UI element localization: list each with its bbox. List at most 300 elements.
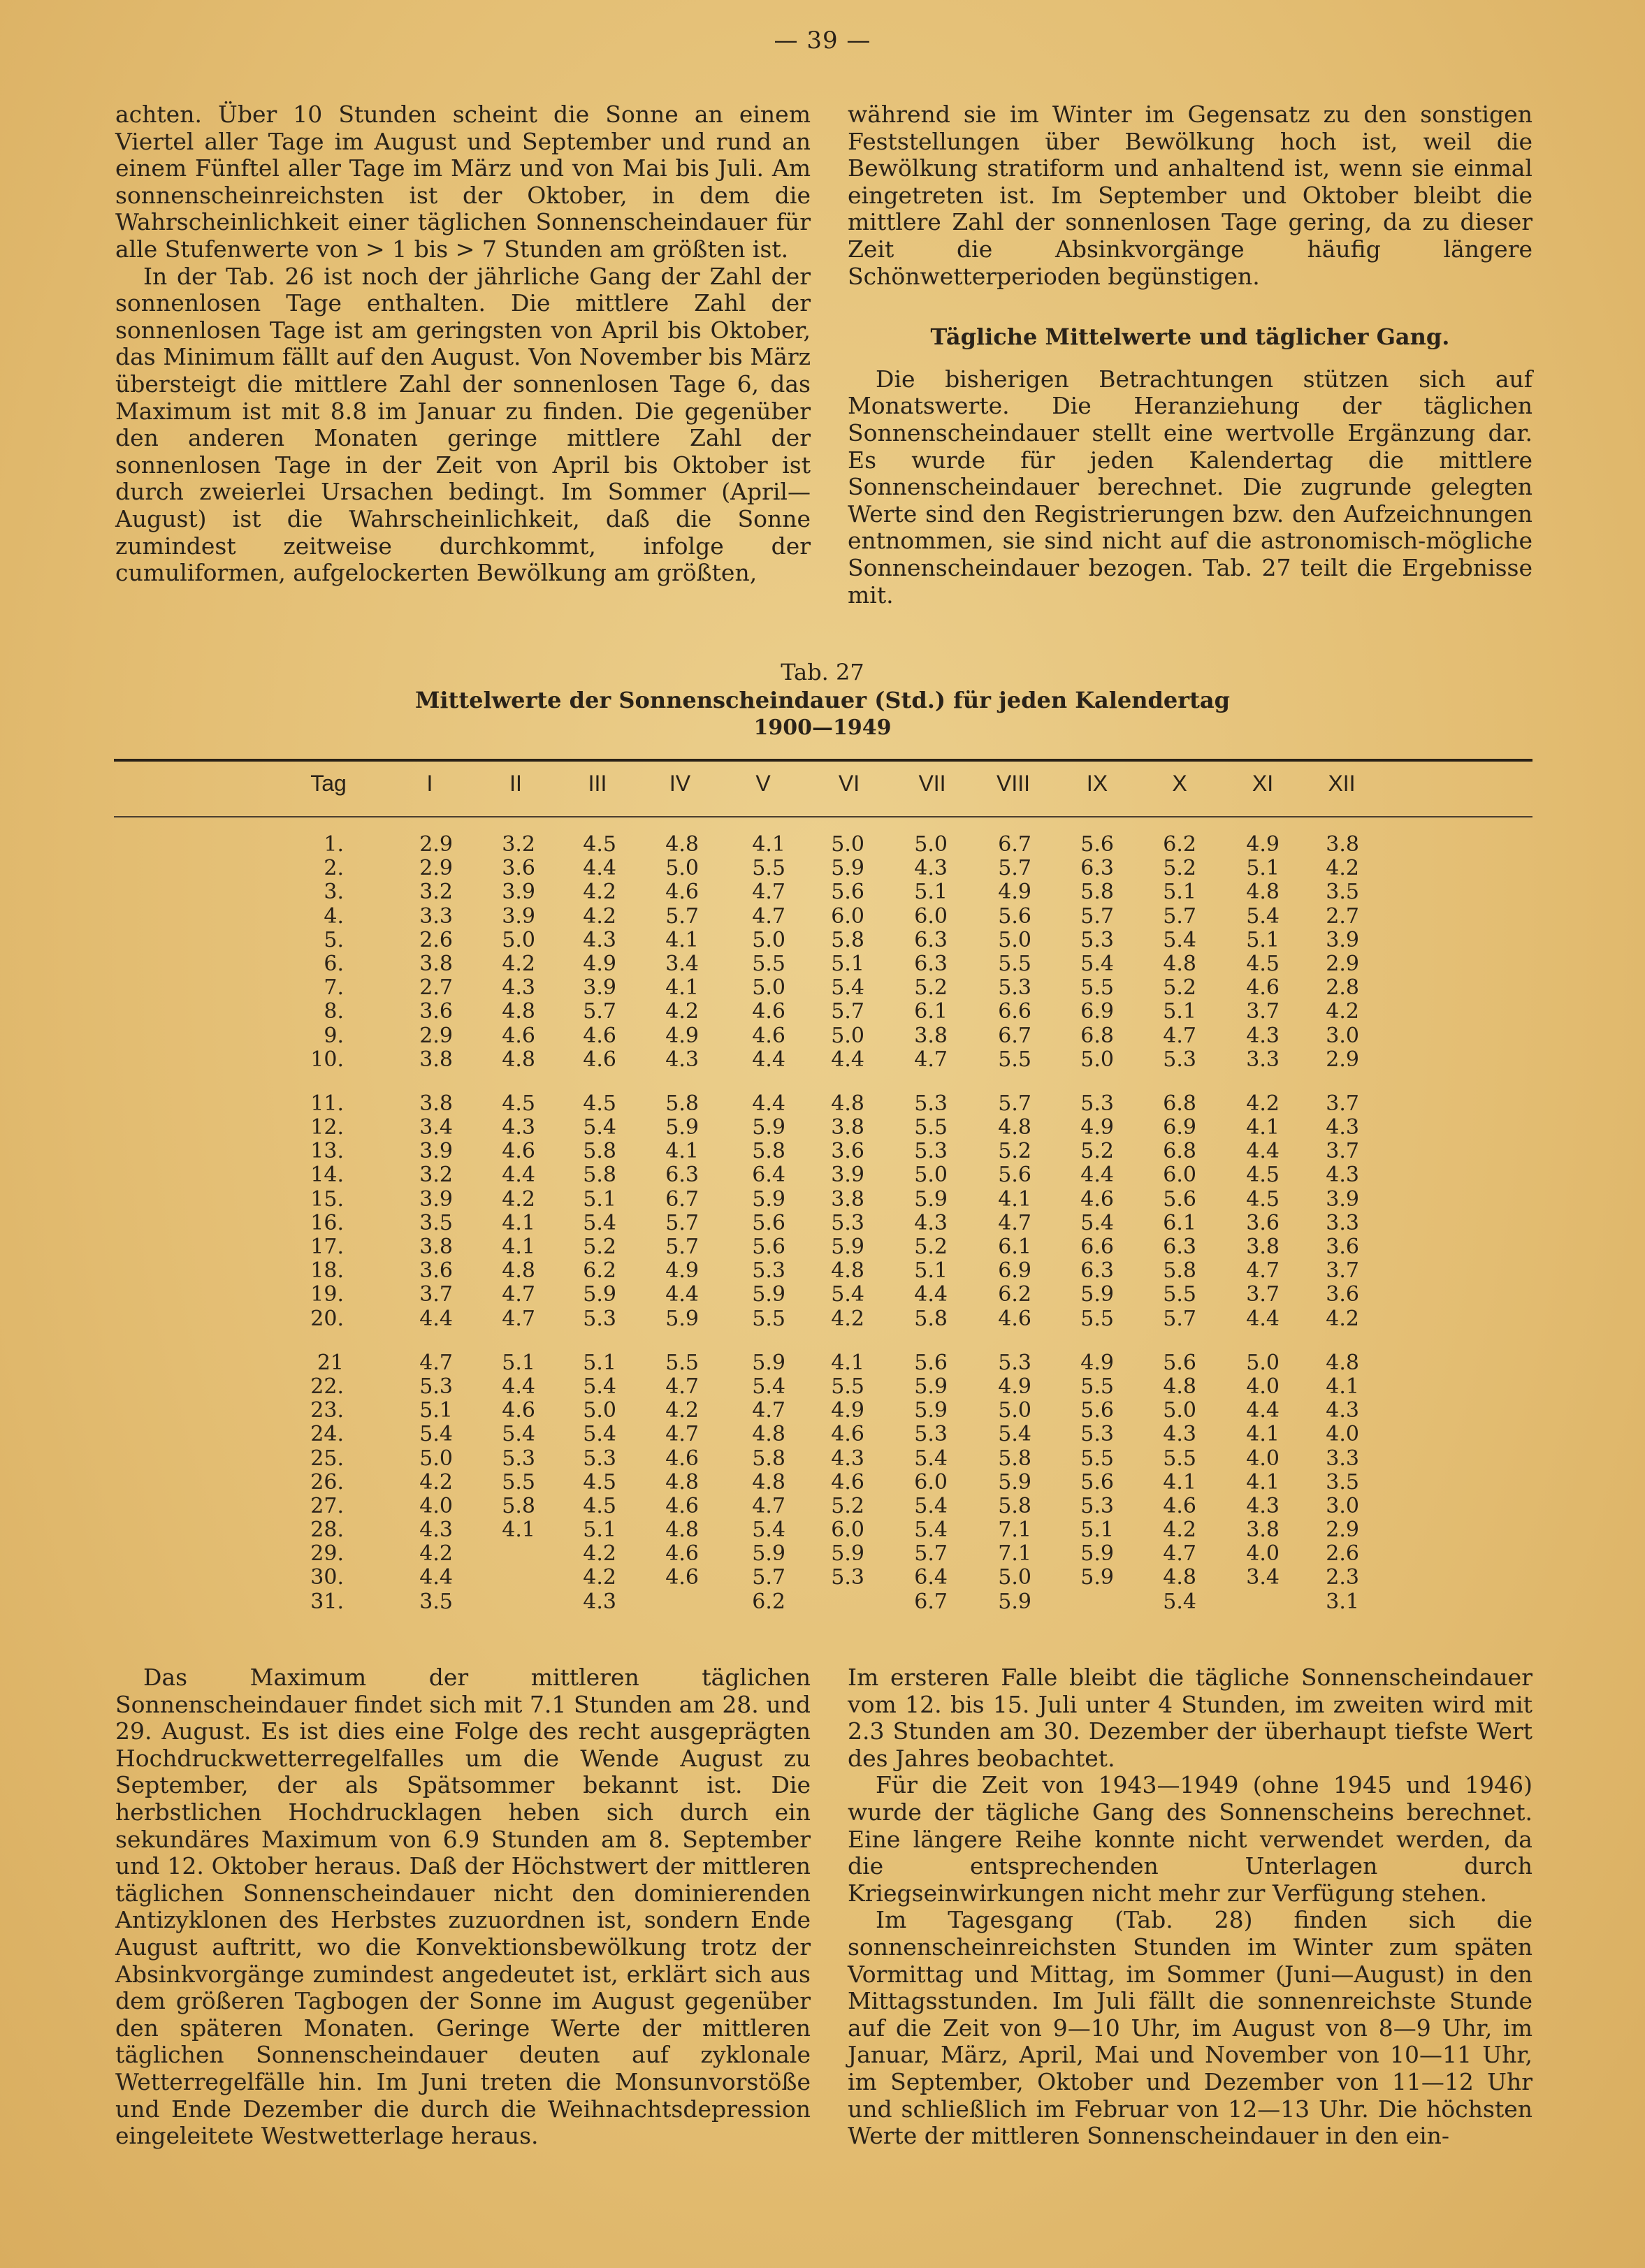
value-cell: 4.6 [583, 1047, 616, 1072]
value-cell: 4.4 [1246, 1306, 1280, 1331]
value-cell: 5.7 [914, 1541, 948, 1566]
value-cell: 5.3 [1080, 1493, 1114, 1518]
value-cell: 4.6 [665, 1446, 699, 1471]
value-cell: 6.3 [1080, 856, 1114, 881]
value-cell: 4.4 [419, 1306, 453, 1331]
value-cell: 4.8 [665, 832, 699, 857]
value-cell: 4.2 [583, 1565, 616, 1590]
value-cell: 5.3 [998, 1350, 1031, 1375]
value-cell: 3.6 [831, 1139, 864, 1164]
paragraph: In der Tab. 26 ist noch der jährliche Gang der Zahl der sonnenlosen Tage enthalten. Die mittlere Zahl der sonnenlosen Tage ist am geringsten von April bis Oktober, das Minimum fällt auf den August. Von November bis März übersteigt die mittlere Zahl der sonnenlosen Tage 6, das Maximum ist mit 8.8 im Januar zu finden. Die gegenüber den anderen Monaten geringe mittlere Zahl der sonnenlosen Tage in der Zeit von April bis Oktober ist durch zweierlei Ursachen bedingt. Im Sommer (April—August) ist die Wahrscheinlichkeit, daß die Sonne zumindest zeitweise durchkommt, infolge der cumuliformen, aufgelockerten Bewölkung am größten, [115, 262, 811, 587]
value-cell: 4.3 [583, 1589, 616, 1614]
day-cell: 17. [310, 1235, 344, 1259]
day-cell: 2. [324, 856, 344, 881]
header-cell: IV [669, 771, 691, 796]
header-cell: III [588, 771, 607, 796]
value-cell: 5.5 [998, 1047, 1031, 1072]
value-cell: 5.0 [998, 1565, 1031, 1590]
value-cell: 4.8 [502, 1047, 535, 1072]
day-cell: 16. [310, 1210, 344, 1235]
value-cell: 4.2 [583, 880, 616, 905]
value-cell: 5.5 [1080, 1374, 1114, 1399]
day-cell: 9. [324, 1023, 344, 1048]
table-row [0, 1024, 1645, 1048]
table-row [0, 1092, 1645, 1116]
value-cell: 3.8 [419, 951, 453, 976]
table-row [0, 1140, 1645, 1163]
value-cell: 3.5 [419, 1589, 453, 1614]
value-cell: 5.1 [914, 1258, 948, 1284]
day-cell: 1. [324, 832, 344, 857]
value-cell: 6.3 [1163, 1235, 1196, 1259]
day-cell: 6. [324, 951, 344, 976]
value-cell: 5.9 [831, 1541, 864, 1566]
value-cell: 5.3 [1080, 1422, 1114, 1447]
value-cell: 5.3 [998, 975, 1031, 1001]
value-cell: 5.3 [583, 1306, 616, 1331]
value-cell: 6.0 [831, 1518, 864, 1543]
value-cell: 5.6 [831, 880, 864, 905]
value-cell: 2.9 [419, 832, 453, 857]
value-cell: 4.7 [419, 1350, 453, 1375]
value-cell: 2.7 [419, 975, 453, 1001]
day-cell: 20. [310, 1306, 344, 1331]
value-cell: 3.3 [1326, 1210, 1359, 1235]
value-cell: 6.7 [665, 1186, 699, 1212]
value-cell: 5.0 [831, 832, 864, 857]
value-cell: 4.1 [752, 832, 785, 857]
header-cell: VI [838, 771, 860, 796]
day-cell: 23. [310, 1398, 344, 1423]
table-row [0, 1375, 1645, 1399]
day-cell: 25. [310, 1446, 344, 1471]
value-cell: 5.4 [583, 1115, 616, 1140]
value-cell: 5.5 [1080, 975, 1114, 1001]
value-cell: 6.3 [914, 951, 948, 976]
value-cell: 5.9 [914, 1374, 948, 1399]
value-cell: 4.7 [752, 1398, 785, 1423]
value-cell: 5.6 [1080, 1398, 1114, 1423]
paragraph: achten. Über 10 Stunden scheint die Sonne an einem Viertel aller Tage im August und September und rund an einem Fünftel aller Tage im März und von Mai bis Juli. Am sonnenscheinreichsten ist der Oktober, in dem die Wahrscheinlichkeit einer täglichen Sonnenscheindauer für alle Stufenwerte von > 1 bis > 7 Stunden am größten ist. [115, 101, 811, 263]
value-cell: 3.2 [419, 1163, 453, 1188]
day-cell: 18. [310, 1258, 344, 1284]
value-cell: 5.0 [752, 927, 785, 952]
value-cell: 5.9 [752, 1541, 785, 1566]
value-cell: 4.6 [752, 999, 785, 1024]
table-row [0, 857, 1645, 880]
value-cell: 4.6 [831, 1469, 864, 1495]
value-cell: 4.6 [665, 1541, 699, 1566]
value-cell: 5.5 [1080, 1446, 1114, 1471]
value-cell: 6.2 [583, 1258, 616, 1284]
table-row [0, 880, 1645, 904]
value-cell: 5.4 [831, 975, 864, 1001]
value-cell: 5.4 [419, 1422, 453, 1447]
value-cell: 4.3 [419, 1518, 453, 1543]
value-cell: 5.4 [1163, 927, 1196, 952]
value-cell: 5.1 [583, 1350, 616, 1375]
value-cell: 3.9 [502, 903, 535, 929]
value-cell: 4.6 [1080, 1186, 1114, 1212]
paragraph: Für die Zeit von 1943—1949 (ohne 1945 und 1946) wurde der tägliche Gang des Sonnenscheins berechnet. Eine längere Reihe konnte nicht verwendet werden, da die entsprechenden Unterlagen durch Kriegseinwirkungen nicht mehr zur Verfügung stehen. [848, 1771, 1532, 1907]
value-cell: 4.0 [1326, 1422, 1359, 1447]
value-cell: 3.4 [419, 1115, 453, 1140]
value-cell: 5.4 [1163, 1589, 1196, 1614]
value-cell: 5.4 [914, 1518, 948, 1543]
value-cell: 4.8 [1163, 951, 1196, 976]
value-cell: 4.1 [665, 975, 699, 1001]
day-cell: 21 [317, 1350, 344, 1375]
value-cell: 6.0 [914, 903, 948, 929]
table-caption-block [0, 658, 1645, 742]
value-cell: 5.7 [665, 1210, 699, 1235]
value-cell: 4.1 [1326, 1374, 1359, 1399]
value-cell: 4.3 [583, 927, 616, 952]
day-cell: 14. [310, 1163, 344, 1188]
value-cell: 5.0 [752, 975, 785, 1001]
value-cell: 3.8 [419, 1091, 453, 1116]
table-row [0, 1423, 1645, 1446]
value-cell: 3.3 [1246, 1047, 1280, 1072]
value-cell: 2.7 [1326, 903, 1359, 929]
value-cell: 5.1 [1246, 927, 1280, 952]
value-cell: 4.8 [1163, 1374, 1196, 1399]
value-cell: 4.3 [914, 856, 948, 881]
value-cell: 3.1 [1326, 1589, 1359, 1614]
value-cell: 4.2 [1326, 999, 1359, 1024]
value-cell: 4.8 [831, 1091, 864, 1116]
value-cell: 3.7 [1326, 1258, 1359, 1284]
value-cell: 6.2 [752, 1589, 785, 1614]
value-cell: 5.9 [583, 1282, 616, 1307]
day-cell: 29. [310, 1541, 344, 1566]
value-cell: 5.8 [752, 1446, 785, 1471]
value-cell: 5.8 [665, 1091, 699, 1116]
value-cell: 5.0 [831, 1023, 864, 1048]
header-cell: VIII [996, 771, 1030, 796]
value-cell: 5.5 [752, 856, 785, 881]
table-row [0, 1495, 1645, 1518]
value-cell: 4.7 [752, 903, 785, 929]
value-cell: 5.2 [914, 975, 948, 1001]
value-cell: 5.9 [831, 856, 864, 881]
value-cell: 3.0 [1326, 1023, 1359, 1048]
day-cell: 24. [310, 1422, 344, 1447]
value-cell: 6.2 [1163, 832, 1196, 857]
value-cell: 4.2 [1326, 1306, 1359, 1331]
value-cell: 6.3 [665, 1163, 699, 1188]
value-cell: 5.2 [1080, 1139, 1114, 1164]
value-cell: 4.0 [1246, 1541, 1280, 1566]
value-cell: 5.6 [914, 1350, 948, 1375]
value-cell: 4.4 [831, 1047, 864, 1072]
value-cell: 3.9 [502, 880, 535, 905]
table-row [0, 1542, 1645, 1566]
table-row [0, 1471, 1645, 1495]
value-cell: 4.7 [1163, 1023, 1196, 1048]
value-cell: 4.2 [583, 1541, 616, 1566]
value-cell: 6.2 [998, 1282, 1031, 1307]
value-cell: 4.5 [1246, 1163, 1280, 1188]
value-cell: 3.6 [419, 1258, 453, 1284]
value-cell: 5.1 [583, 1186, 616, 1212]
paragraph: Im ersteren Falle bleibt die tägliche Sonnenscheindauer vom 12. bis 15. Juli unter 4 Stunden, im zweiten wird mit 2.3 Stunden am 30. Dezember der überhaupt tiefste Wert des Jahres beobachtet. [848, 1664, 1532, 1772]
value-cell: 4.1 [665, 1139, 699, 1164]
header-cell: V [755, 771, 771, 796]
table-top-rule [114, 759, 1532, 762]
value-cell: 4.2 [665, 999, 699, 1024]
value-cell: 5.9 [831, 1235, 864, 1259]
value-cell: 5.1 [1163, 999, 1196, 1024]
value-cell: 4.8 [752, 1469, 785, 1495]
value-cell: 4.4 [752, 1091, 785, 1116]
value-cell: 6.3 [914, 927, 948, 952]
header-cell: IX [1086, 771, 1108, 796]
value-cell: 3.6 [1326, 1282, 1359, 1307]
value-cell: 5.3 [1163, 1047, 1196, 1072]
table-row [0, 1212, 1645, 1235]
value-cell: 5.5 [831, 1374, 864, 1399]
value-cell: 4.4 [665, 1282, 699, 1307]
value-cell: 3.6 [419, 999, 453, 1024]
value-cell: 4.7 [752, 880, 785, 905]
value-cell: 4.0 [1246, 1374, 1280, 1399]
value-cell: 5.8 [914, 1306, 948, 1331]
bottom-right-column [848, 1664, 1532, 2150]
value-cell: 4.0 [419, 1493, 453, 1518]
value-cell: 5.7 [831, 999, 864, 1024]
value-cell: 7.1 [998, 1518, 1031, 1543]
data-table [0, 833, 1645, 1614]
value-cell: 5.7 [665, 1235, 699, 1259]
value-cell: 4.6 [665, 1493, 699, 1518]
value-cell: 5.7 [998, 856, 1031, 881]
value-cell: 6.9 [1080, 999, 1114, 1024]
value-cell: 3.9 [419, 1186, 453, 1212]
value-cell: 6.9 [998, 1258, 1031, 1284]
value-cell: 4.3 [1326, 1163, 1359, 1188]
value-cell: 5.4 [831, 1282, 864, 1307]
top-right-column [848, 101, 1532, 609]
value-cell: 5.0 [665, 856, 699, 881]
value-cell: 3.8 [1246, 1518, 1280, 1543]
value-cell: 5.9 [1080, 1541, 1114, 1566]
paragraph: während sie im Winter im Gegensatz zu den sonstigen Feststellungen über Bewölkung hoch ist, weil die Bewölkung stratiform und anhaltend ist, wenn sie einmal eingetreten ist. Im September und Oktober bleibt die mittlere Zahl der sonnenlosen Tage gering, da zu dieser Zeit die Absinkvorgänge häufig längere Schönwetterperioden begünstigen. [848, 101, 1532, 290]
value-cell: 5.0 [914, 832, 948, 857]
value-cell: 5.3 [1080, 927, 1114, 952]
value-cell: 2.9 [1326, 951, 1359, 976]
value-cell: 4.3 [665, 1047, 699, 1072]
value-cell: 5.8 [998, 1446, 1031, 1471]
day-cell: 31. [310, 1589, 344, 1614]
value-cell: 4.1 [502, 1518, 535, 1543]
value-cell: 5.5 [752, 951, 785, 976]
value-cell: 4.6 [583, 1023, 616, 1048]
value-cell: 4.6 [752, 1023, 785, 1048]
value-cell: 6.8 [1163, 1139, 1196, 1164]
paragraph: Die bisherigen Betrachtungen stützen sich auf Monatswerte. Die Heranziehung der täglichen Sonnenscheindauer stellt eine wertvolle Ergänzung dar. Es wurde für jeden Kalendertag die mittlere Sonnenscheindauer berechnet. Die zugrunde gelegten Werte sind den Registrierungen bzw. den Aufzeichnungen entnommen, sie sind nicht auf die astronomisch-mögliche Sonnenscheindauer bezogen. Tab. 27 teilt die Ergebnisse mit. [848, 365, 1532, 609]
value-cell: 5.6 [1080, 832, 1114, 857]
value-cell: 4.9 [1080, 1115, 1114, 1140]
table-row [0, 976, 1645, 1000]
value-cell: 5.2 [1163, 856, 1196, 881]
value-cell: 4.6 [1246, 975, 1280, 1001]
value-cell: 4.4 [502, 1374, 535, 1399]
value-cell: 5.8 [1163, 1258, 1196, 1284]
value-cell: 4.5 [1246, 1186, 1280, 1212]
table-row [0, 1235, 1645, 1259]
value-cell: 3.7 [1246, 999, 1280, 1024]
value-cell: 3.9 [1326, 1186, 1359, 1212]
value-cell: 4.6 [665, 880, 699, 905]
value-cell: 4.1 [1246, 1422, 1280, 1447]
value-cell: 6.8 [1080, 1023, 1114, 1048]
value-cell: 4.1 [1246, 1115, 1280, 1140]
header-cell: X [1172, 771, 1187, 796]
value-cell: 4.0 [1246, 1446, 1280, 1471]
value-cell: 3.3 [1326, 1446, 1359, 1471]
value-cell: 6.0 [1163, 1163, 1196, 1188]
value-cell: 3.6 [1246, 1210, 1280, 1235]
value-cell: 4.6 [998, 1306, 1031, 1331]
value-cell: 5.4 [752, 1374, 785, 1399]
value-cell: 4.8 [752, 1422, 785, 1447]
value-cell: 3.4 [1246, 1565, 1280, 1590]
value-cell: 4.6 [831, 1422, 864, 1447]
value-cell: 4.1 [831, 1350, 864, 1375]
value-cell: 5.4 [752, 1518, 785, 1543]
table-row [0, 1399, 1645, 1423]
value-cell: 4.1 [502, 1235, 535, 1259]
value-cell: 5.3 [831, 1210, 864, 1235]
value-cell: 4.5 [583, 1091, 616, 1116]
value-cell: 5.3 [914, 1422, 948, 1447]
value-cell: 7.1 [998, 1541, 1031, 1566]
table-header-rule [114, 816, 1532, 817]
value-cell: 4.7 [502, 1282, 535, 1307]
day-cell: 27. [310, 1493, 344, 1518]
value-cell: 4.1 [998, 1186, 1031, 1212]
value-cell: 5.8 [831, 927, 864, 952]
value-cell: 5.4 [1080, 1210, 1114, 1235]
value-cell: 2.9 [419, 856, 453, 881]
value-cell: 4.9 [1246, 832, 1280, 857]
value-cell: 5.1 [1163, 880, 1196, 905]
value-cell: 5.0 [583, 1398, 616, 1423]
value-cell: 4.2 [502, 1186, 535, 1212]
value-cell: 4.7 [998, 1210, 1031, 1235]
value-cell: 5.8 [502, 1493, 535, 1518]
value-cell: 5.9 [752, 1115, 785, 1140]
value-cell: 5.7 [583, 999, 616, 1024]
value-cell: 5.9 [665, 1115, 699, 1140]
value-cell: 3.6 [502, 856, 535, 881]
value-cell: 5.6 [752, 1210, 785, 1235]
value-cell: 6.4 [914, 1565, 948, 1590]
day-cell: 26. [310, 1469, 344, 1495]
value-cell: 5.2 [1163, 975, 1196, 1001]
value-cell: 5.3 [419, 1374, 453, 1399]
value-cell: 3.2 [419, 880, 453, 905]
header-cell: II [509, 771, 522, 796]
value-cell: 4.9 [665, 1258, 699, 1284]
value-cell: 4.9 [1080, 1350, 1114, 1375]
value-cell: 2.9 [1326, 1518, 1359, 1543]
value-cell: 4.8 [665, 1469, 699, 1495]
value-cell: 5.9 [752, 1350, 785, 1375]
value-cell: 4.3 [831, 1446, 864, 1471]
value-cell: 5.5 [752, 1306, 785, 1331]
value-cell: 4.5 [583, 1493, 616, 1518]
value-cell: 4.3 [1326, 1115, 1359, 1140]
value-cell: 5.3 [914, 1091, 948, 1116]
value-cell: 3.3 [419, 903, 453, 929]
day-cell: 7. [324, 975, 344, 1001]
value-cell: 5.8 [583, 1163, 616, 1188]
value-cell: 4.2 [665, 1398, 699, 1423]
value-cell: 5.0 [1163, 1398, 1196, 1423]
day-cell: 12. [310, 1115, 344, 1140]
value-cell: 5.5 [1163, 1446, 1196, 1471]
value-cell: 5.9 [1080, 1565, 1114, 1590]
value-cell: 4.2 [1163, 1518, 1196, 1543]
value-cell: 5.6 [1163, 1350, 1196, 1375]
value-cell: 2.9 [419, 1023, 453, 1048]
value-cell: 5.7 [752, 1565, 785, 1590]
value-cell: 4.3 [1326, 1398, 1359, 1423]
value-cell: 5.2 [998, 1139, 1031, 1164]
paragraph: Im Tagesgang (Tab. 28) finden sich die sonnenscheinreichsten Stunden im Winter zum späten Vormittag und Mittag, im Sommer (Juni—August) in den Mittagsstunden. Im Juli fällt die sonnenreichste Stunde auf die Zeit von 9—10 Uhr, im August von 8—9 Uhr, im Januar, März, April, Mai und November von 10—11 Uhr, im September, Oktober und Dezember von 11—12 Uhr und schließlich im Februar von 12—13 Uhr. Die höchsten Werte der mittleren Sonnenscheindauer in den ein- [848, 1906, 1532, 2150]
value-cell: 3.8 [914, 1023, 948, 1048]
value-cell: 4.7 [1246, 1258, 1280, 1284]
value-cell: 5.3 [752, 1258, 785, 1284]
value-cell: 4.8 [1326, 1350, 1359, 1375]
table-row [0, 1351, 1645, 1375]
value-cell: 4.4 [419, 1565, 453, 1590]
value-cell: 4.7 [914, 1047, 948, 1072]
value-cell: 4.7 [665, 1422, 699, 1447]
value-cell: 5.8 [752, 1139, 785, 1164]
value-cell: 5.5 [665, 1350, 699, 1375]
value-cell: 2.6 [1326, 1541, 1359, 1566]
value-cell: 6.4 [752, 1163, 785, 1188]
value-cell: 5.5 [998, 951, 1031, 976]
value-cell: 3.7 [1326, 1091, 1359, 1116]
value-cell: 3.7 [1246, 1282, 1280, 1307]
day-cell: 4. [324, 903, 344, 929]
day-cell: 11. [310, 1091, 344, 1116]
table-years: 1900—1949 [753, 715, 892, 740]
value-cell: 6.1 [914, 999, 948, 1024]
paragraph: Das Maximum der mittleren täglichen Sonnenscheindauer findet sich mit 7.1 Stunden am 28. und 29. August. Es ist dies eine Folge des recht ausgeprägten Hochdruckwetterregelfalles um die Wende August zu September, der als Spätsommer bekannt ist. Die herbstlichen Hochdrucklagen heben sich durch ein sekundäres Maximum von 6.9 Stunden am 8. September und 12. Oktober heraus. Daß der Höchstwert der mittleren täglichen Sonnenscheindauer nicht den dominierenden Antizyklonen des Herbstes zuzuordnen ist, sondern Ende August auftritt, wo die Konvektionsbewölkung trotz der Absinkvorgänge zumindest angedeutet ist, erklärt sich aus dem größeren Tagbogen der Sonne im August gegenüber den späteren Monaten. Geringe Werte der mittleren täglichen Sonnenscheindauer deuten auf zyklonale Wetterregelfälle hin. Im Juni treten die Monsunvorstöße und Ende Dezember die durch die Weihnachtsdepression eingeleitete Westwetterlage heraus. [115, 1664, 811, 2150]
value-cell: 5.8 [1080, 880, 1114, 905]
value-cell: 3.8 [1246, 1235, 1280, 1259]
value-cell: 2.6 [419, 927, 453, 952]
value-cell: 4.2 [419, 1469, 453, 1495]
value-cell: 3.9 [419, 1139, 453, 1164]
value-cell: 4.4 [1080, 1163, 1114, 1188]
value-cell: 5.9 [914, 1186, 948, 1212]
value-cell: 4.8 [502, 1258, 535, 1284]
value-cell: 5.0 [419, 1446, 453, 1471]
value-cell: 5.3 [914, 1139, 948, 1164]
value-cell: 4.1 [1163, 1469, 1196, 1495]
header-cell: Tag [310, 771, 347, 796]
table-row [0, 1163, 1645, 1187]
value-cell: 6.7 [998, 832, 1031, 857]
value-cell: 3.9 [831, 1163, 864, 1188]
value-cell: 4.8 [831, 1258, 864, 1284]
